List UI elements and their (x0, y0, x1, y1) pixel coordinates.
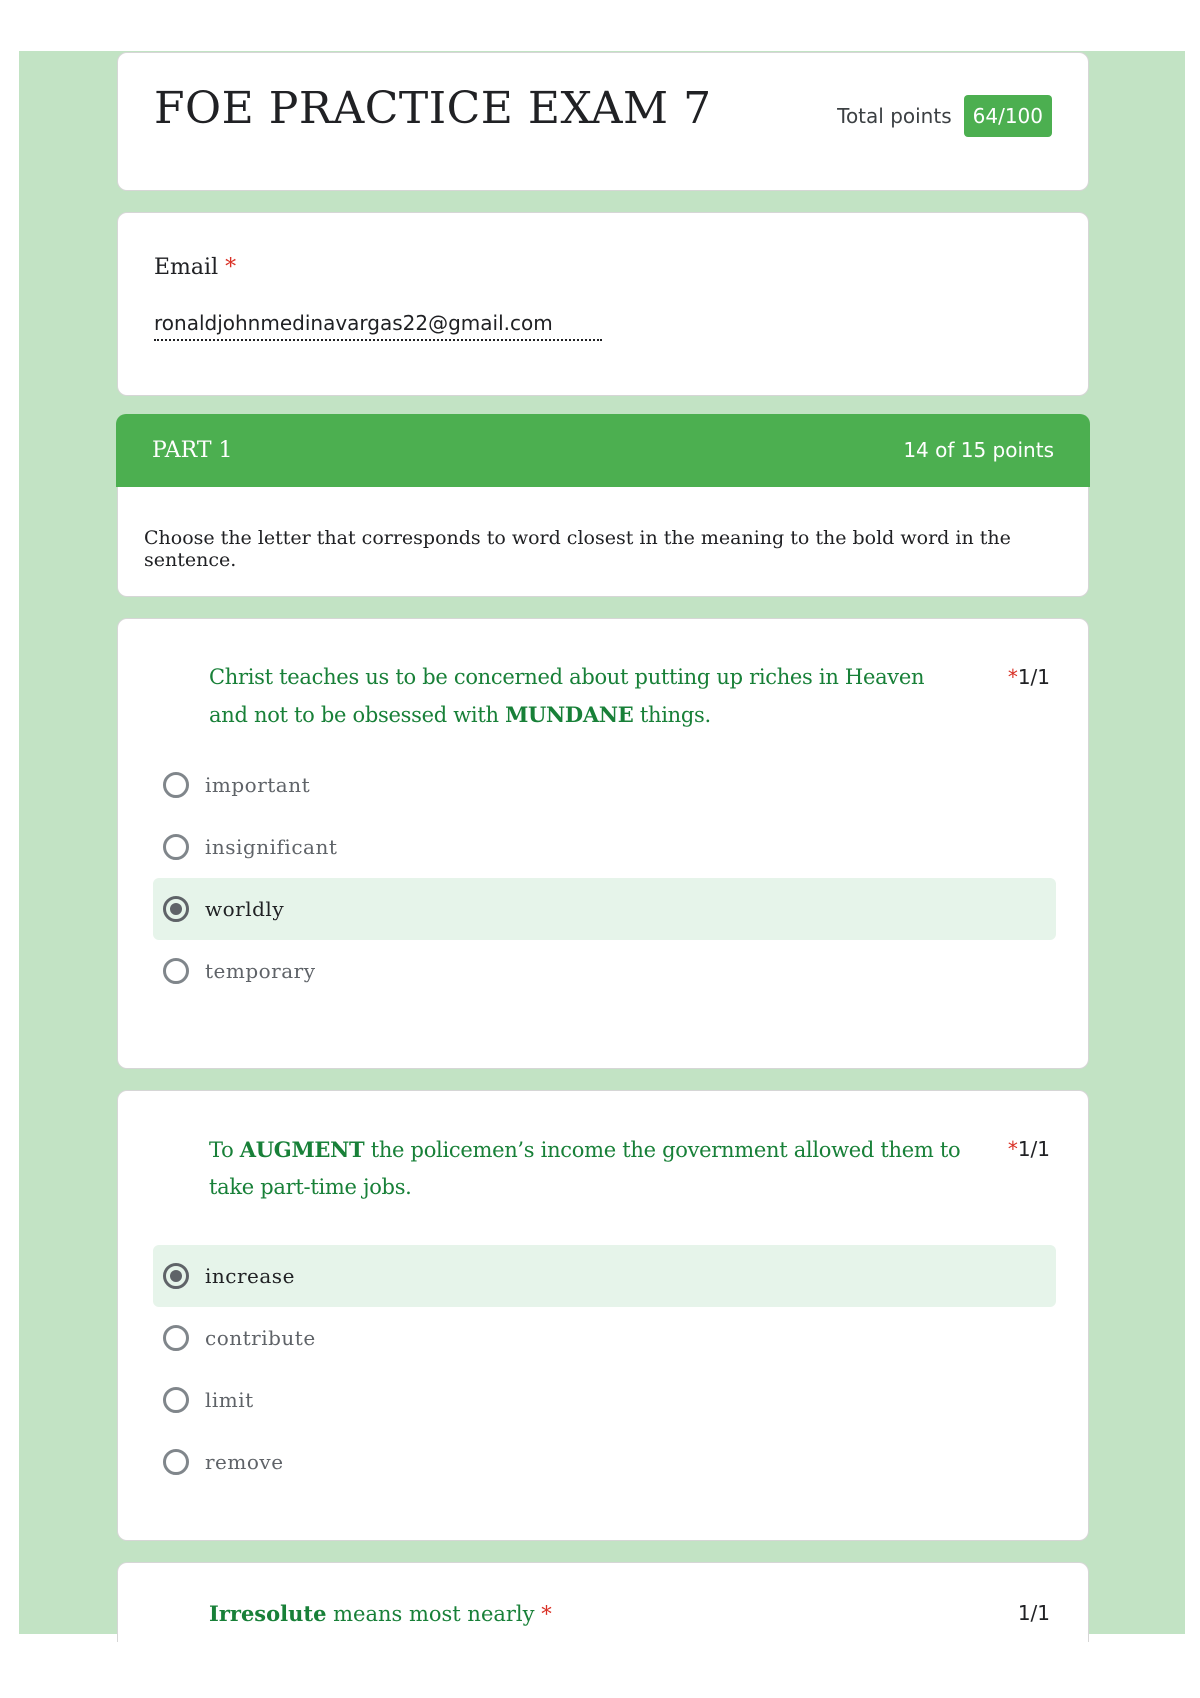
radio-unchecked-icon[interactable] (163, 834, 189, 860)
option-remove[interactable] (153, 1431, 1056, 1493)
email-card (117, 212, 1089, 396)
radio-checked-icon[interactable] (163, 1263, 189, 1289)
option-worldly[interactable] (153, 878, 1056, 940)
form-title-card (117, 52, 1089, 191)
radio-unchecked-icon[interactable] (163, 1387, 189, 1413)
question-card (117, 618, 1089, 1069)
question-text: To AUGMENT the policemen’s income the government allowed them to take part-time jobs. (209, 1137, 961, 1199)
bold-word: Irresolute (209, 1601, 327, 1626)
option-label: increase (205, 1264, 295, 1288)
required-asterisk: * (225, 255, 237, 280)
option-increase[interactable] (153, 1245, 1056, 1307)
question-text: Irresolute means most nearly * (209, 1601, 552, 1626)
radio-unchecked-icon[interactable] (163, 772, 189, 798)
required-asterisk: * (1007, 665, 1018, 689)
question-score: *1/1 (1007, 1137, 1050, 1161)
option-insignificant[interactable] (153, 816, 1056, 878)
required-asterisk: * (1007, 1137, 1018, 1161)
email-field[interactable]: ronaldjohnmedinavargas22@gmail.com (154, 311, 602, 341)
option-limit[interactable] (153, 1369, 1056, 1431)
section-points: 14 of 15 points (903, 438, 1054, 462)
required-asterisk: * (541, 1602, 552, 1626)
radio-checked-icon[interactable] (163, 896, 189, 922)
form-title: FOE PRACTICE EXAM 7 (154, 83, 712, 134)
bold-word: AUGMENT (239, 1137, 365, 1162)
option-label: important (205, 773, 311, 797)
question-card (117, 1562, 1089, 1642)
radio-unchecked-icon[interactable] (163, 958, 189, 984)
option-temporary[interactable] (153, 940, 1056, 1002)
bold-word: MUNDANE (505, 702, 634, 727)
total-score-badge: 64/100 (964, 95, 1052, 137)
options-list (153, 754, 1056, 1002)
option-label: limit (205, 1388, 254, 1412)
option-contribute[interactable] (153, 1307, 1056, 1369)
option-label: insignificant (205, 835, 338, 859)
question-text: Christ teaches us to be concerned about putting up riches in Heaven and not to be obsessed with MUNDANE things. (209, 665, 925, 727)
question-card (117, 1090, 1089, 1541)
total-points-label: Total points (837, 104, 952, 128)
option-label: worldly (205, 897, 285, 921)
question-score: 1/1 (1017, 1601, 1050, 1625)
section-description: Choose the letter that corresponds to word closest in the meaning to the bold word in the sentence. (144, 527, 1011, 571)
options-list (153, 1245, 1056, 1493)
radio-unchecked-icon[interactable] (163, 1449, 189, 1475)
total-points (837, 95, 1052, 137)
email-label: Email * (154, 255, 237, 280)
section-header (116, 414, 1090, 487)
option-label: temporary (205, 959, 316, 983)
section-description-card (117, 487, 1089, 597)
option-important[interactable] (153, 754, 1056, 816)
section-title: PART 1 (152, 438, 233, 463)
option-label: remove (205, 1450, 284, 1474)
option-label: contribute (205, 1326, 316, 1350)
radio-unchecked-icon[interactable] (163, 1325, 189, 1351)
question-score: *1/1 (1007, 665, 1050, 689)
